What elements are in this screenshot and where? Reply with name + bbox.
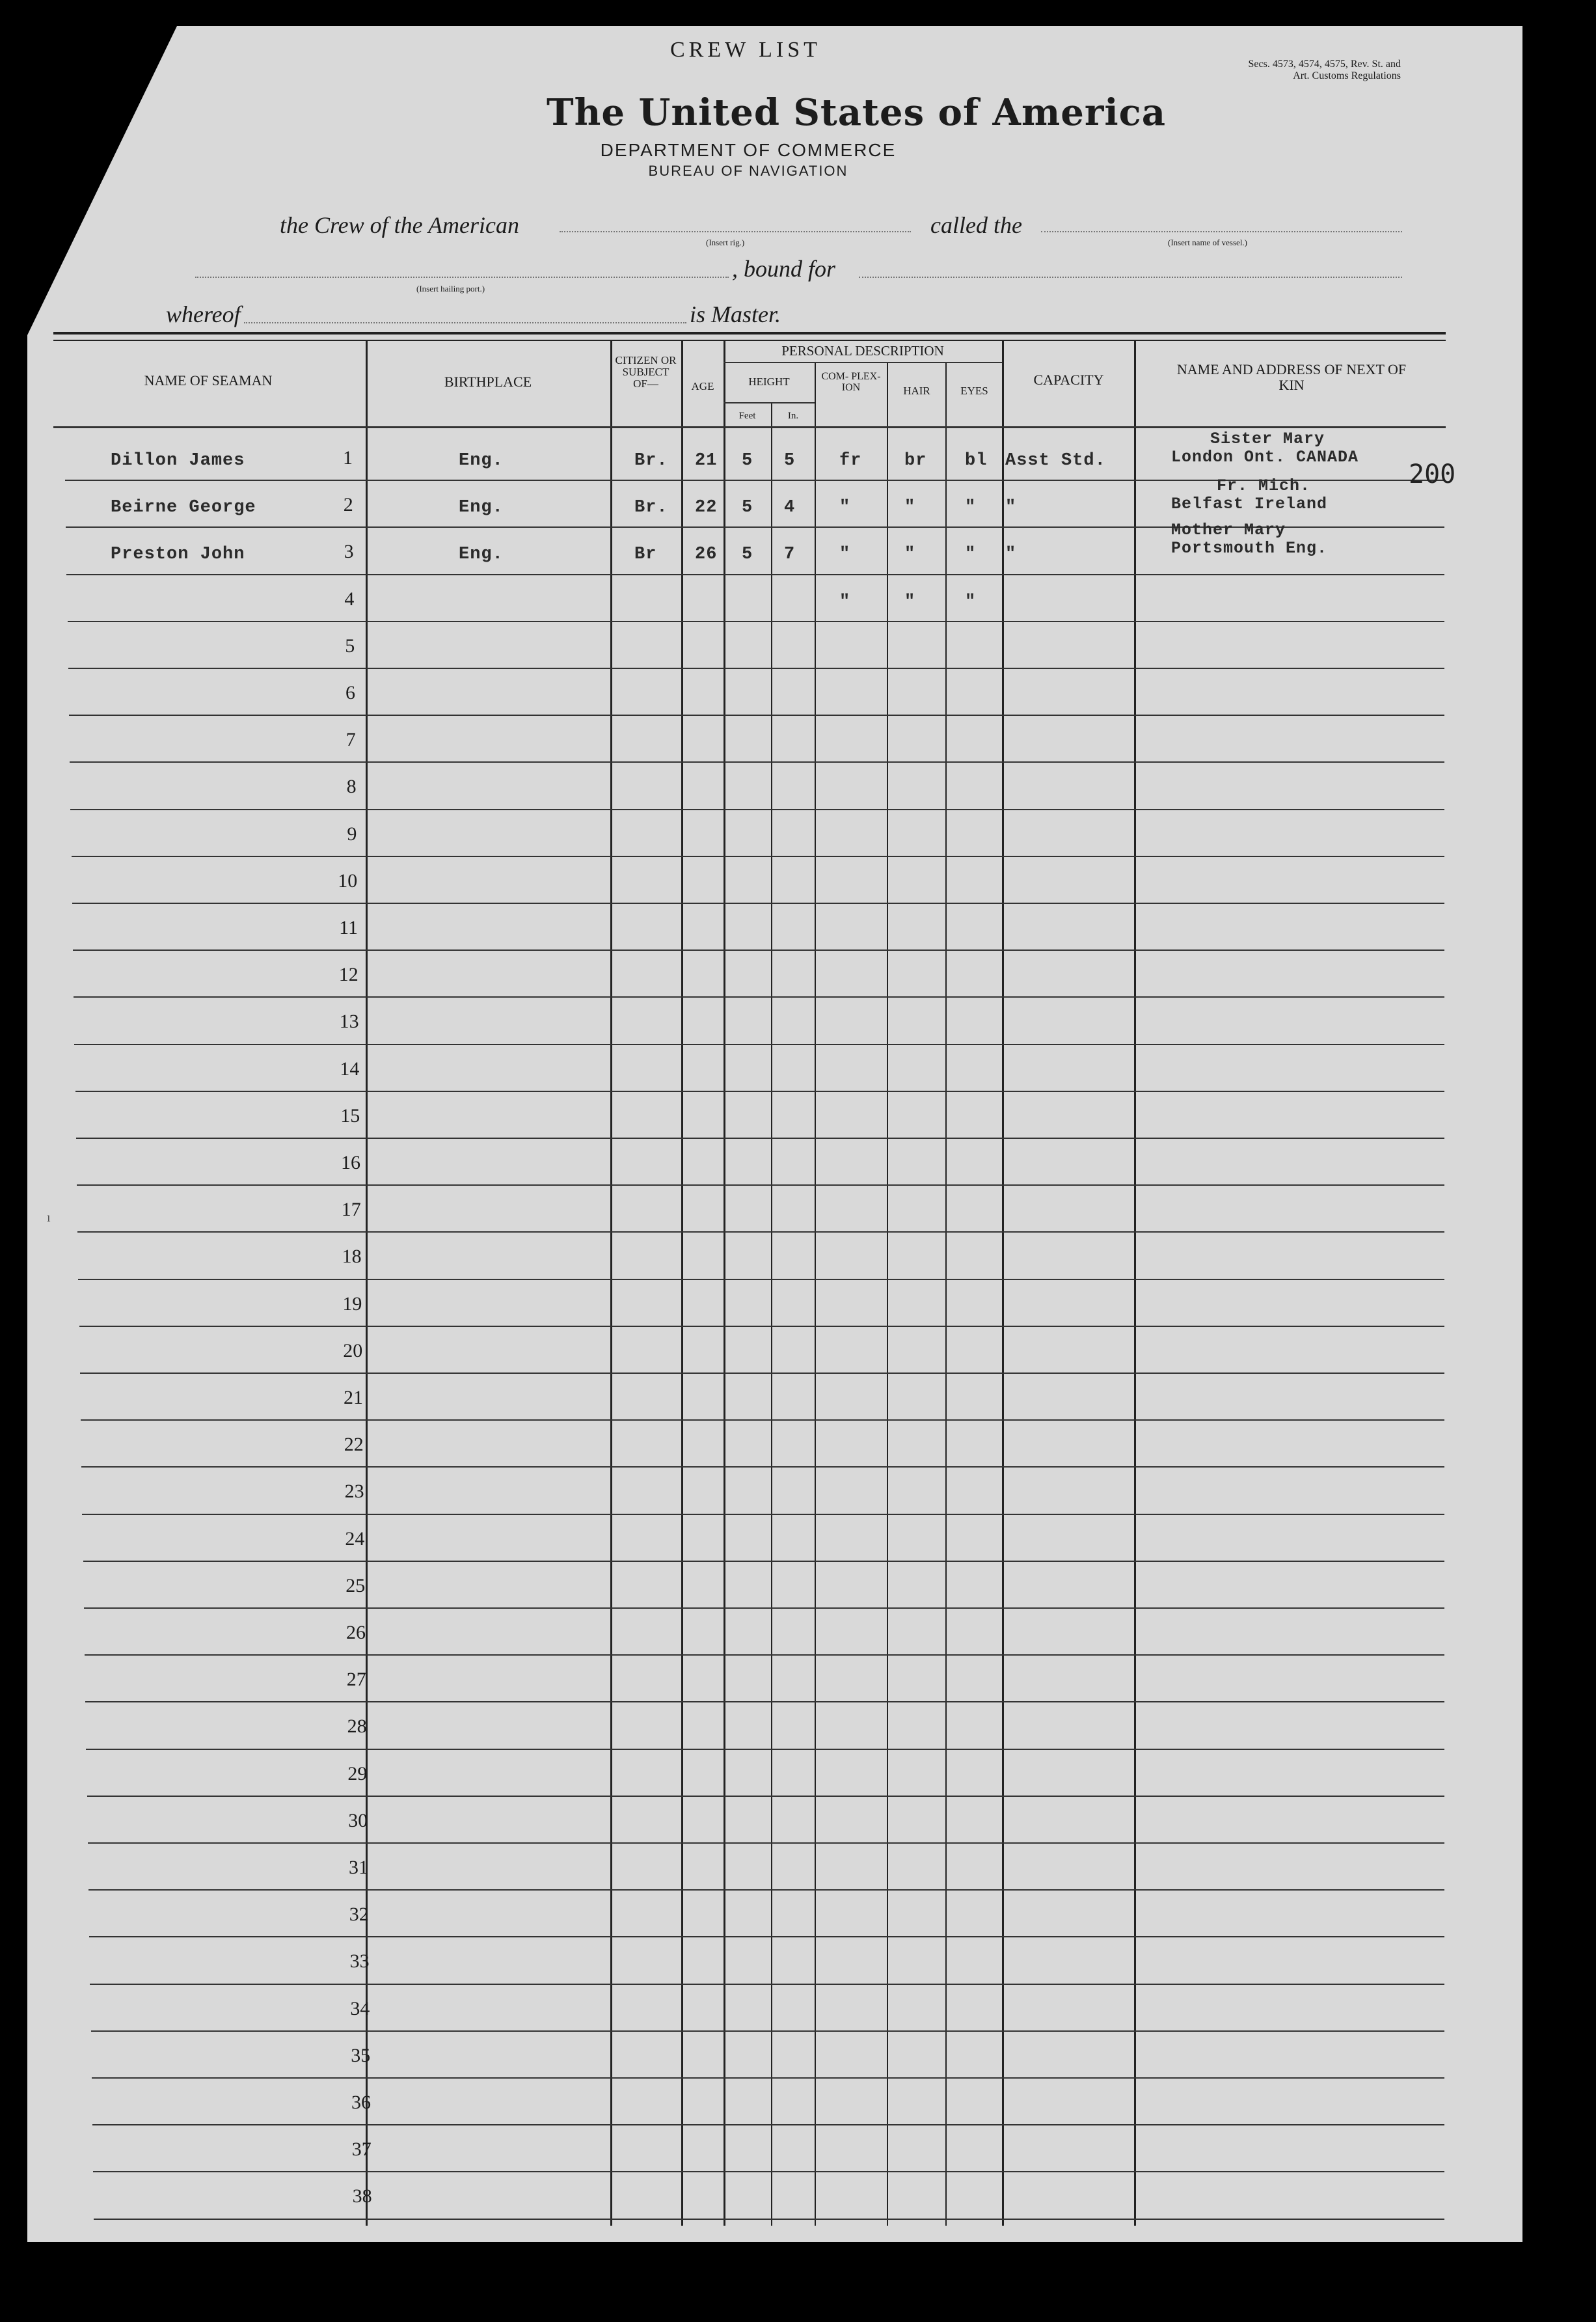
eyes-value: " — [965, 498, 977, 517]
col-header-feet: Feet — [738, 411, 756, 421]
insert-port-hint: (Insert hailing port.) — [416, 284, 485, 294]
crew-text: the Crew of the American — [280, 212, 519, 238]
citizen-value: Br. — [634, 451, 668, 471]
page-stamp-number: 200 — [1409, 459, 1456, 489]
table-row-rule — [72, 903, 1444, 904]
row-number: 36 — [351, 2092, 371, 2113]
col-header-name: NAME OF SEAMAN — [144, 372, 273, 389]
citizen-value: Br. — [634, 498, 668, 517]
row-number: 9 — [347, 823, 357, 845]
row-number: 29 — [347, 1763, 368, 1784]
complexion-value: " — [839, 592, 851, 612]
table-row-rule — [72, 856, 1444, 857]
row-number: 22 — [344, 1434, 364, 1455]
table-row-rule — [88, 1889, 1444, 1891]
row-number: 8 — [346, 776, 357, 797]
capacity-value: " — [1005, 545, 1017, 564]
col-divider-age — [681, 341, 683, 2226]
vessel-name-field[interactable] — [1041, 231, 1402, 232]
table-row-rule — [94, 2219, 1444, 2220]
table-row-rule — [87, 1796, 1444, 1797]
row-number: 2 — [343, 494, 353, 515]
row-number: 7 — [345, 729, 356, 750]
row-number: 28 — [347, 1715, 367, 1737]
bound-for-text: , bound for — [732, 256, 836, 282]
height-inches-value: 4 — [784, 498, 796, 517]
row-number: 11 — [339, 917, 358, 938]
table-row-rule — [92, 2124, 1444, 2125]
table-row-rule — [76, 1138, 1444, 1139]
whereof-text: whereof — [166, 301, 241, 327]
row-number: 23 — [344, 1481, 364, 1502]
insert-rig-hint: (Insert rig.) — [706, 238, 745, 247]
row-number: 18 — [342, 1246, 362, 1267]
age-value: 26 — [695, 545, 718, 564]
table-row-rule — [88, 1842, 1444, 1844]
col-header-citizen: CITIZEN OR SUBJECT OF— — [615, 354, 677, 390]
height-inches-value: 5 — [784, 451, 796, 471]
table-row-rule — [78, 1279, 1444, 1280]
margin-mark: ı — [47, 1210, 51, 1225]
age-value: 22 — [695, 498, 718, 517]
col-header-kin: NAME AND ADDRESS OF NEXT OF KIN — [1176, 361, 1407, 393]
row-number: 33 — [349, 1950, 370, 1972]
next-of-kin-name: Fr. Mich. — [1217, 476, 1311, 495]
table-row-rule — [74, 1044, 1444, 1045]
eyes-value: " — [965, 545, 977, 564]
row-number: 12 — [338, 964, 358, 985]
col-header-capacity: CAPACITY — [1033, 372, 1104, 388]
table-row-rule — [68, 668, 1444, 669]
capacity-value: Asst Std. — [1005, 451, 1106, 471]
row-number: 15 — [340, 1105, 360, 1127]
row-number: 25 — [345, 1575, 366, 1596]
table-row-rule — [70, 761, 1444, 763]
next-of-kin-address: Portsmouth Eng. — [1171, 539, 1328, 558]
table-row-rule — [86, 1749, 1444, 1750]
row-number: 35 — [351, 2045, 371, 2066]
eyes-value: " — [965, 592, 977, 612]
height-sub-rule — [724, 402, 815, 403]
table-row-rule — [77, 1231, 1444, 1233]
table-row-rule — [89, 1936, 1444, 1937]
hair-value: " — [904, 545, 916, 564]
col-header-birthplace: BIRTHPLACE — [444, 374, 532, 390]
table-row-rule — [69, 715, 1444, 716]
height-feet-value: 5 — [742, 545, 753, 564]
birthplace-value: Eng. — [459, 498, 504, 517]
country-title: The United States of America — [547, 91, 1167, 134]
col-divider-inches — [771, 403, 772, 2226]
hailing-port-field[interactable] — [195, 277, 729, 278]
row-number: 31 — [349, 1857, 368, 1878]
form-title: CREW LIST — [670, 38, 821, 62]
row-number: 19 — [342, 1293, 362, 1315]
capacity-value: " — [1005, 498, 1017, 517]
master-name-field[interactable] — [244, 322, 686, 323]
row-number: 37 — [351, 2138, 372, 2160]
row-number: 30 — [348, 1810, 368, 1831]
table-row-rule — [93, 2171, 1444, 2172]
row-number: 26 — [346, 1622, 366, 1643]
department-title: DEPARTMENT OF COMMERCE — [600, 140, 897, 160]
col-divider-height — [724, 341, 725, 2226]
col-divider-capacity — [1002, 341, 1004, 2226]
table-row-rule — [77, 1184, 1444, 1186]
document-page — [27, 26, 1522, 2242]
table-row-rule — [85, 1654, 1444, 1656]
row-number: 4 — [344, 588, 355, 610]
col-divider-complexion — [815, 363, 816, 2226]
statute-reference: Secs. 4573, 4574, 4575, Rev. St. and Art. Customs Regulations — [1248, 59, 1401, 81]
col-header-height: HEIGHT — [748, 376, 790, 388]
table-row-rule — [81, 1466, 1444, 1468]
col-divider-kin — [1134, 341, 1136, 2226]
hair-value: " — [904, 592, 916, 612]
row-number: 14 — [340, 1058, 360, 1080]
row-number: 32 — [349, 1904, 369, 1925]
table-row-rule — [90, 1984, 1444, 1985]
next-of-kin-name: Sister Mary — [1210, 430, 1325, 448]
row-number: 5 — [345, 635, 355, 657]
table-row-rule — [91, 2030, 1444, 2032]
col-header-hair: HAIR — [903, 385, 930, 397]
row-number: 1 — [343, 447, 353, 469]
table-row-rule — [80, 1373, 1444, 1374]
next-of-kin-address: Belfast Ireland — [1171, 495, 1328, 513]
header-rule — [53, 332, 1446, 335]
row-number: 38 — [352, 2185, 372, 2207]
bureau-title: BUREAU OF NAVIGATION — [648, 163, 848, 179]
col-divider-hair — [887, 363, 888, 2226]
row-number: 6 — [345, 682, 355, 703]
col-divider-citizen — [610, 341, 612, 2226]
table-row-rule — [75, 1091, 1444, 1092]
row-number: 17 — [341, 1199, 361, 1220]
table-row-rule — [66, 574, 1444, 575]
table-row-rule — [70, 809, 1444, 810]
col-divider-birthplace — [366, 341, 368, 2226]
destination-field[interactable] — [859, 277, 1402, 278]
col-header-inches: In. — [787, 411, 799, 421]
col-header-eyes: EYES — [960, 385, 988, 397]
header-rule-thin — [53, 340, 1446, 341]
row-number: 21 — [344, 1387, 363, 1408]
next-of-kin-name: Mother Mary — [1171, 521, 1286, 540]
row-number: 13 — [339, 1011, 359, 1032]
hair-value: " — [904, 498, 916, 517]
seaman-name: Preston John — [111, 545, 245, 564]
age-value: 21 — [695, 451, 718, 471]
seaman-name: Dillon James — [111, 451, 245, 471]
col-header-age: AGE — [691, 380, 714, 392]
row-number: 10 — [338, 870, 358, 892]
rig-field[interactable] — [560, 231, 911, 232]
row-number: 20 — [343, 1340, 363, 1361]
table-row-rule — [82, 1514, 1444, 1515]
height-inches-value: 7 — [784, 545, 796, 564]
table-row-rule — [84, 1607, 1444, 1609]
col-divider-eyes — [945, 363, 947, 2226]
table-row-rule — [92, 2077, 1444, 2079]
eyes-value: bl — [965, 451, 988, 471]
next-of-kin-address: London Ont. CANADA — [1171, 448, 1359, 467]
insert-vessel-hint: (Insert name of vessel.) — [1168, 238, 1248, 247]
table-row-rule — [83, 1561, 1444, 1562]
row-number: 3 — [344, 541, 354, 562]
col-header-complexion: COM- PLEX- ION — [821, 371, 881, 393]
birthplace-value: Eng. — [459, 545, 504, 564]
table-row-rule — [81, 1419, 1444, 1421]
complexion-value: " — [839, 545, 851, 564]
hair-value: br — [904, 451, 927, 471]
table-row-rule — [85, 1701, 1444, 1702]
height-feet-value: 5 — [742, 451, 753, 471]
table-row-rule — [68, 621, 1444, 622]
table-row-rule — [74, 996, 1444, 998]
complexion-value: fr — [839, 451, 862, 471]
seaman-name: Beirne George — [111, 498, 256, 517]
height-feet-value: 5 — [742, 498, 753, 517]
complexion-value: " — [839, 498, 851, 517]
row-number: 34 — [350, 1998, 370, 2019]
col-header-personal: PERSONAL DESCRIPTION — [781, 343, 944, 359]
row-number: 24 — [345, 1528, 365, 1550]
row-number: 27 — [346, 1669, 366, 1690]
called-the-text: called the — [930, 212, 1022, 238]
column-header-rule — [53, 426, 1446, 428]
table-row-rule — [73, 949, 1444, 951]
table-row-rule — [79, 1326, 1444, 1327]
birthplace-value: Eng. — [459, 451, 504, 471]
citizen-value: Br — [634, 545, 657, 564]
personal-desc-rule — [724, 362, 1002, 363]
row-number: 16 — [341, 1152, 360, 1173]
is-master-text: is Master. — [690, 301, 781, 327]
